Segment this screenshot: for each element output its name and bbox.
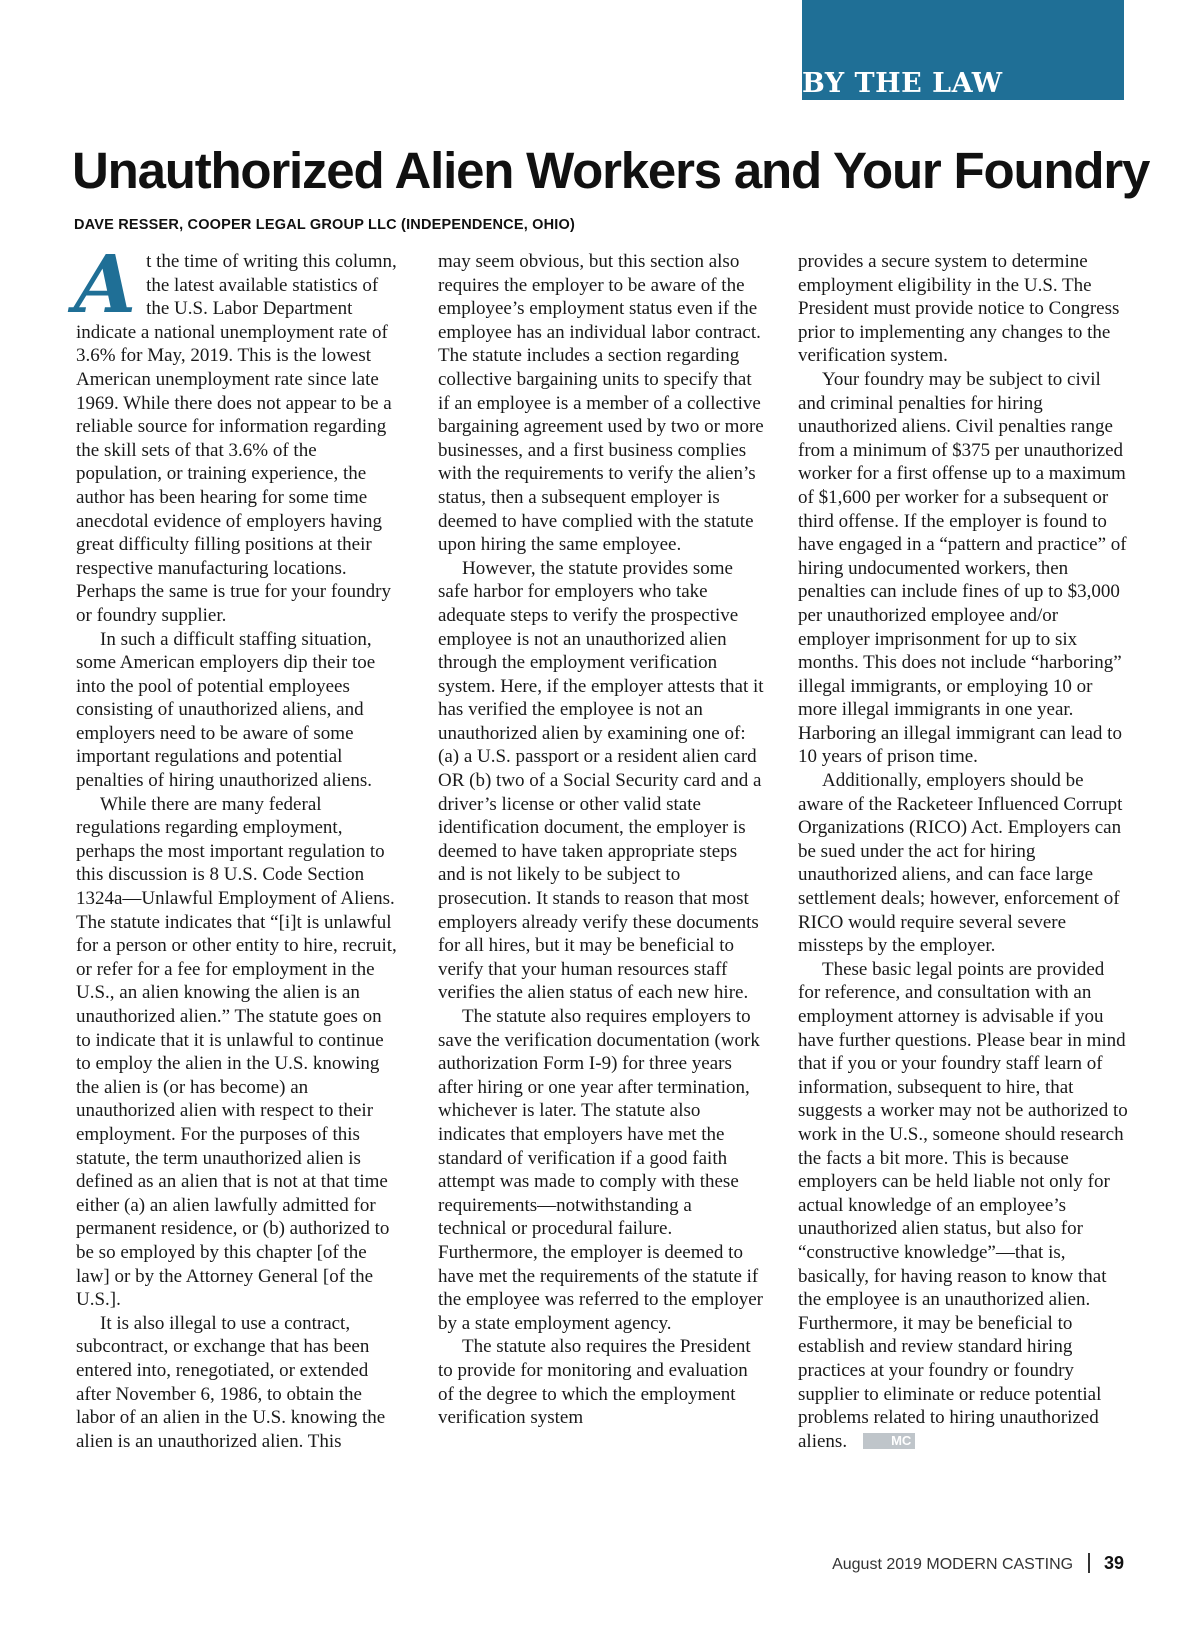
article-column-3 bbox=[798, 250, 1130, 1453]
page-number: 39 bbox=[1103, 1553, 1124, 1573]
paragraph: However, the statute provides some safe harbor for employers who take adequate steps to verify the prospective employee is not an unauthorized alien through the employment verification system. Here, if the employer attests that it has verified the employee is not an unauthorized alien by examining one of: (a) a U.S. passport or a resident alien card OR (b) two of a Social Security card and a driver’s license or other valid state identification document, the employer is deemed to have taken appropriate steps and is not likely to be subject to prosecution. It stands to reason that most employers already verify these documents for all hires, but it may be beneficial to verify that your human resources staff verifies the alien status of each new hire. bbox=[438, 557, 764, 1004]
article-title: Unauthorized Alien Workers and Your Foundry bbox=[72, 142, 1150, 199]
footer-divider bbox=[1088, 1553, 1090, 1573]
paragraph: While there are many federal regulations regarding employment, perhaps the most important regulation to this discussion is 8 U.S. Code Section 1324a—Unlawful Employment of Aliens. The statute indicates that “[i]t is unlawful for a person or other entity to hire, recruit, or refer for a fee for employment in the U.S., an alien knowing the alien is an unauthorized alien.” The statute goes on to indicate that it is unlawful to continue to employ the alien in the U.S. knowing the alien is (or has become) an unauthorized alien with respect to their employment. For the purposes of this statute, the term unauthorized alien is defined as an alien that is not at that time either (a) an alien lawfully admitted for permanent residence, or (b) authorized to be so employed by this chapter [of the law] or by the Attorney General [of the U.S.]. bbox=[76, 793, 397, 1311]
article-column-1 bbox=[74, 237, 398, 1453]
paragraph: Additionally, employers should be aware of the Racketeer Influenced Corrupt Organizations (RICO) Act. Employers can be sued under the act for hiring unauthorized aliens, and can face large settlement deals; however, enforcement of RICO would require several severe missteps by the employer. bbox=[798, 770, 1123, 957]
paragraph: These basic legal points are provided for reference, and consultation with an employment attorney is advisable if you have further questions. Please bear in mind that if you or your foundry staff learn of information, subsequent to hire, that suggests a worker may not be authorized to work in the U.S., someone should research the facts a bit more. This is because employers can be held liable not only for actual knowledge of an employee’s unauthorized alien status, but also for “constructive knowledge”—that is, basically, for having reason to know that the employee is an unauthorized alien. Furthermore, it may be beneficial to establish and review standard hiring practices at your foundry or foundry supplier to eliminate or reduce potential problems related to hiring unauthorized aliens. MC bbox=[798, 958, 1128, 1452]
paragraph: In such a difficult staffing situation, some American employers dip their toe into the pool of potential employees consisting of unauthorized aliens, and employers need to be aware of some important regulations and potential penalties of hiring unauthorized aliens. bbox=[76, 628, 376, 792]
magazine-name: MODERN CASTING bbox=[926, 1556, 1074, 1573]
drop-cap: A bbox=[74, 237, 137, 331]
paragraph: Your foundry may be subject to civil and criminal penalties for hiring unauthorized aliens. Civil penalties range from a minimum of $375 per unauthorized worker for a first offense up to a maximum of $1,600 per worker for a subsequent or third offense. If the employer is found to have engaged in a “pattern and practice” of hiring undocumented workers, then penalties can include fines of up to $3,000 per unauthorized employee and/or employer imprisonment for up to six months. This does not include “harboring” illegal immigrants, or employing 10 or more illegal immigrants in one year. Harboring an illegal immigrant can lead to 10 years of prison time. bbox=[798, 368, 1127, 768]
paragraph: provides a secure system to determine employment eligibility in the U.S. The President must provide notice to Congress prior to implementing any changes to the verification system. bbox=[798, 251, 1120, 367]
paragraph: The statute also requires employers to save the verification documentation (work authorization Form I-9) for three years after hiring or one year after termination, whichever is later. The statute also indicates that employers have met the standard of verification if a good faith attempt was made to comply with these requirements—notwithstanding a technical or procedural failure. Furthermore, the employer is deemed to have met the requirements of the statute if the employee was referred to the employer by a state employment agency. bbox=[438, 1006, 763, 1334]
author-byline: DAVE RESSER, COOPER LEGAL GROUP LLC (INDEPENDENCE, OHIO) bbox=[74, 217, 576, 233]
end-of-article-mark: MC bbox=[863, 1433, 915, 1449]
section-label: BY THE LAW bbox=[802, 68, 1003, 99]
page-footer bbox=[832, 1553, 1124, 1574]
paragraph: The statute also requires the President to provide for monitoring and evaluation of the degree to which the employment verification system bbox=[438, 1336, 751, 1429]
paragraph: At the time of writing this column, the latest available statistics of the U.S. Labor Department indicate a national unemployment rate of 3.6% for May, 2019. This is the lowest American unemployment rate since late 1969. While there does not appear to be a reliable source for information regarding the skill sets of that 3.6% of the population, or training experience, the author has been hearing for some time anecdotal evidence of employers having great difficulty filling positions at their respective manufacturing locations. Perhaps the same is true for your foundry or foundry supplier. bbox=[74, 237, 397, 626]
article-column-2 bbox=[438, 250, 764, 1430]
paragraph: It is also illegal to use a contract, subcontract, or exchange that has been entered into, renegotiated, or extended after November 6, 1986, to obtain the labor of an alien in the U.S. knowing the alien is an unauthorized alien. This bbox=[76, 1312, 386, 1452]
issue-date: August 2019 bbox=[832, 1556, 922, 1573]
paragraph: may seem obvious, but this section also requires the employer to be aware of the employee’s employment status even if the employee has an individual labor contract. The statute includes a section regarding collective bargaining units to specify that if an employee is a member of a collective bargaining agreement used by two or more businesses, and a first business complies with the requirements to verify the alien’s status, then a subsequent employer is deemed to have complied with the statute upon hiring the same employee. bbox=[438, 251, 764, 556]
